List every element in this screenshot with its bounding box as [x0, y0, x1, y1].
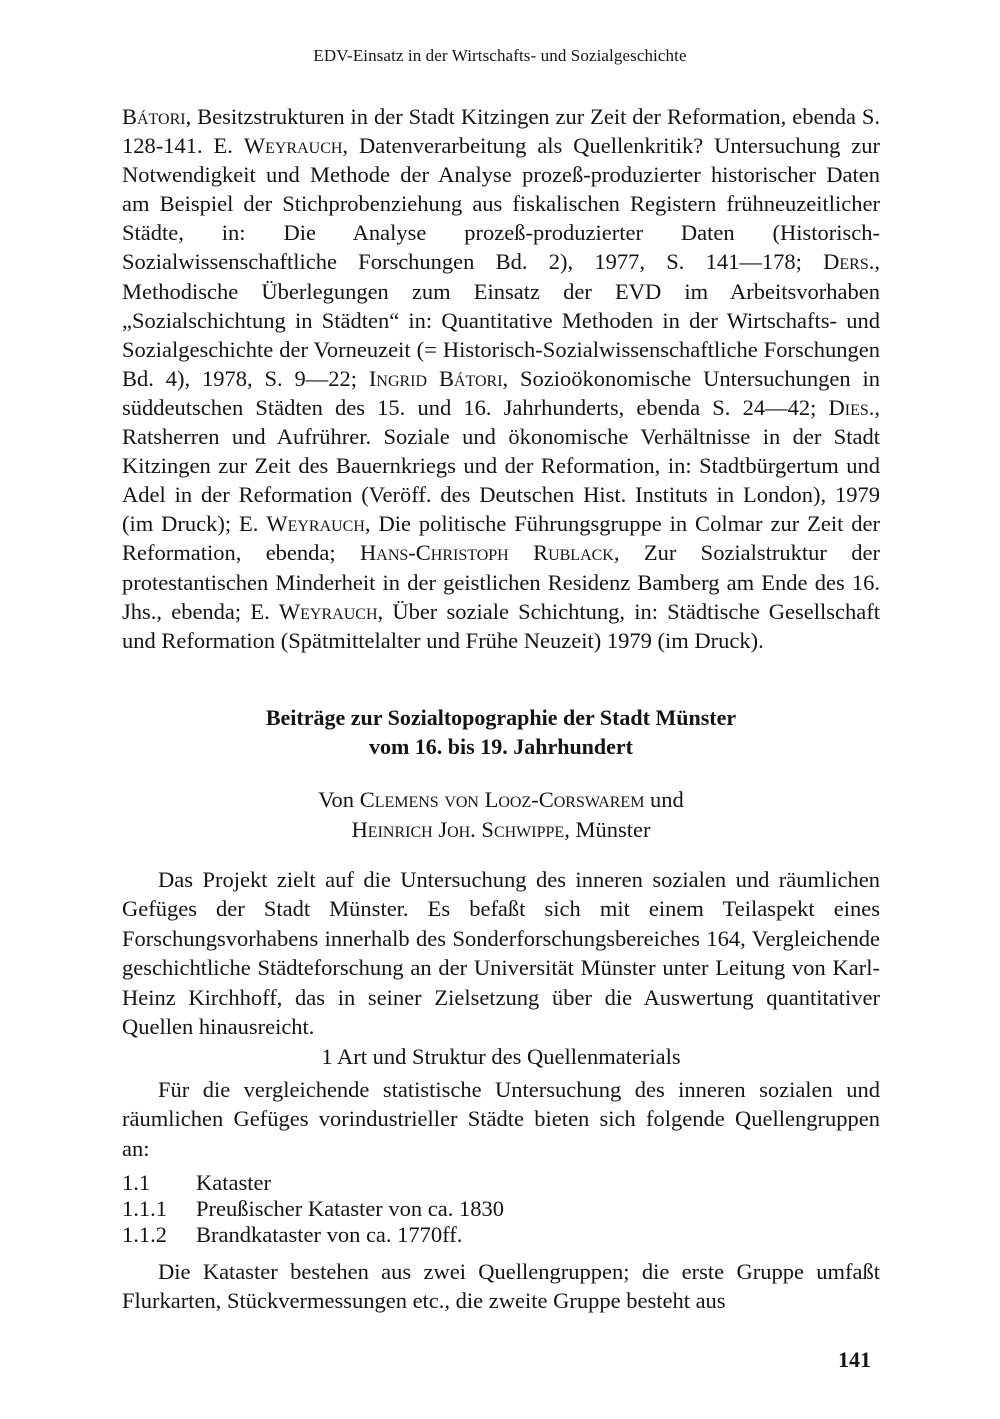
page-number: 141 — [838, 1347, 871, 1372]
body-paragraph: Für die vergleichende statistische Untersuchung des inneren sozialen und räumlichen Gefüges vorindustrieller Städte bieten sich folgende Quellengruppen an: — [122, 1077, 880, 1161]
list-item-number: 1.1.2 — [122, 1222, 167, 1247]
text-run: , Methodische Überlegungen zum Einsatz der EVD im Arbeitsvorhaben „Sozialschichtung in Städten“ in: Quantitative Methoden in der Wirtschafts- und Sozialgeschichte der Vorneuzeit (= Historisch-Sozialwissenschaftliche Forschungen Bd. 4), 1978, S. 9—22; — [122, 249, 880, 391]
list-item-label: Kataster — [196, 1170, 271, 1195]
text-run: , Datenverarbeitung als Quellenkritik? Untersuchung zur Notwendigkeit und Methode der Analyse prozeß-produzierter historischer Daten am Beispiel der Stichprobenziehung aus fiskalischen Registern frühneuzeitlicher Städte, in: Die Analyse prozeß-produzierter Daten (Historisch-Sozialwissenschaftliche Forschungen Bd. 2), 1977, S. 141—178; — [122, 133, 880, 275]
byline — [122, 785, 880, 845]
byline-und: und — [650, 787, 684, 812]
list-item — [122, 1220, 462, 1249]
list-item-label: Preußischer Kataster von ca. 1830 — [196, 1196, 505, 1221]
byline-place: , Münster — [564, 817, 651, 842]
title-line-1: Beiträge zur Sozialtopographie der Stadt Münster — [265, 705, 737, 730]
byline-line-1 — [122, 785, 880, 815]
text-run: , Sozioökonomische Untersuchungen in süddeutschen Städten des 15. und 16. Jahrhunderts, ebenda S. 24—42; — [122, 365, 880, 420]
author-name: Clemens von Looz-Corswarem — [359, 787, 645, 812]
text-run: , Zur Sozialstruktur der protestantischen Minderheit in der geistlichen Residenz Bamberg am Ende des 16. Jhs., ebenda; E. — [122, 540, 880, 624]
list-item-label: Brandkataster von ca. 1770ff. — [196, 1222, 463, 1247]
author-name: Ders. — [823, 249, 875, 275]
intro-paragraph: Das Projekt zielt auf die Untersuchung des inneren sozialen und räumlichen Gefüges der Stadt Münster. Es befaßt sich mit einem Teilaspekt eines Forschungsvorhabens innerhalb des Sonderforschungsbereiches 164, Vergleichende geschichtliche Städteforschung an der Universität Münster unter Leitung von Karl-Heinz Kirchhoff, das in seiner Zielsetzung über die Auswertung quantitativer Quellen hinausreicht. — [122, 867, 880, 1040]
byline-von: Von — [318, 787, 355, 812]
section-heading: 1 Art und Struktur des Quellenmaterials — [321, 1044, 681, 1069]
article-title — [122, 703, 880, 761]
body-paragraph: Die Kataster bestehen aus zwei Quellengruppen; die erste Gruppe umfaßt Flurkarten, Stückvermessungen etc., die zweite Gruppe besteht aus — [122, 1259, 880, 1314]
list-item-number: 1.1.1 — [122, 1196, 167, 1221]
title-line-2: vom 16. bis 19. Jahrhundert — [368, 734, 634, 759]
text-run: , Die politische Führungsgruppe in Colmar zur Zeit der Reformation, ebenda; — [122, 511, 880, 566]
author-name: Weyrauch — [266, 511, 365, 537]
running-head: EDV-Einsatz in der Wirtschafts- und Sozialgeschichte — [313, 46, 687, 65]
text-run: , Besitzstrukturen in der Stadt Kitzingen zur Zeit der Reformation, ebenda S. 128-141. E. — [122, 104, 880, 159]
author-name: Heinrich Joh. Schwippe — [351, 817, 565, 842]
author-name: Dies. — [828, 394, 875, 420]
author-name: Weyrauch — [243, 133, 343, 159]
text-run: , Ratsherren und Aufrührer. Soziale und ökonomische Verhältnisse in der Stadt Kitzingen zur Zeit des Bauernkriegs und der Reformation, in: Stadtbürgertum und Adel in der Reformation (Veröff. des Deutschen Hist. Instituts in London), 1979 (im Druck); E. — [122, 394, 880, 537]
text-run: , Über soziale Schichtung, in: Städtische Gesellschaft und Reformation (Spätmittelalter und Frühe Neuzeit) 1979 (im Druck). — [122, 598, 881, 653]
list-item-number: 1.1 — [122, 1170, 151, 1195]
list-item — [122, 1168, 271, 1197]
author-name: Hans-Christoph Rublack — [360, 540, 614, 566]
author-name: Ingrid Bátori — [368, 365, 503, 391]
author-name: Bátori — [122, 104, 186, 129]
list-item — [122, 1194, 504, 1223]
byline-line-2 — [122, 815, 880, 845]
author-name: Weyrauch — [278, 598, 378, 624]
bibliography-paragraph — [122, 102, 880, 655]
